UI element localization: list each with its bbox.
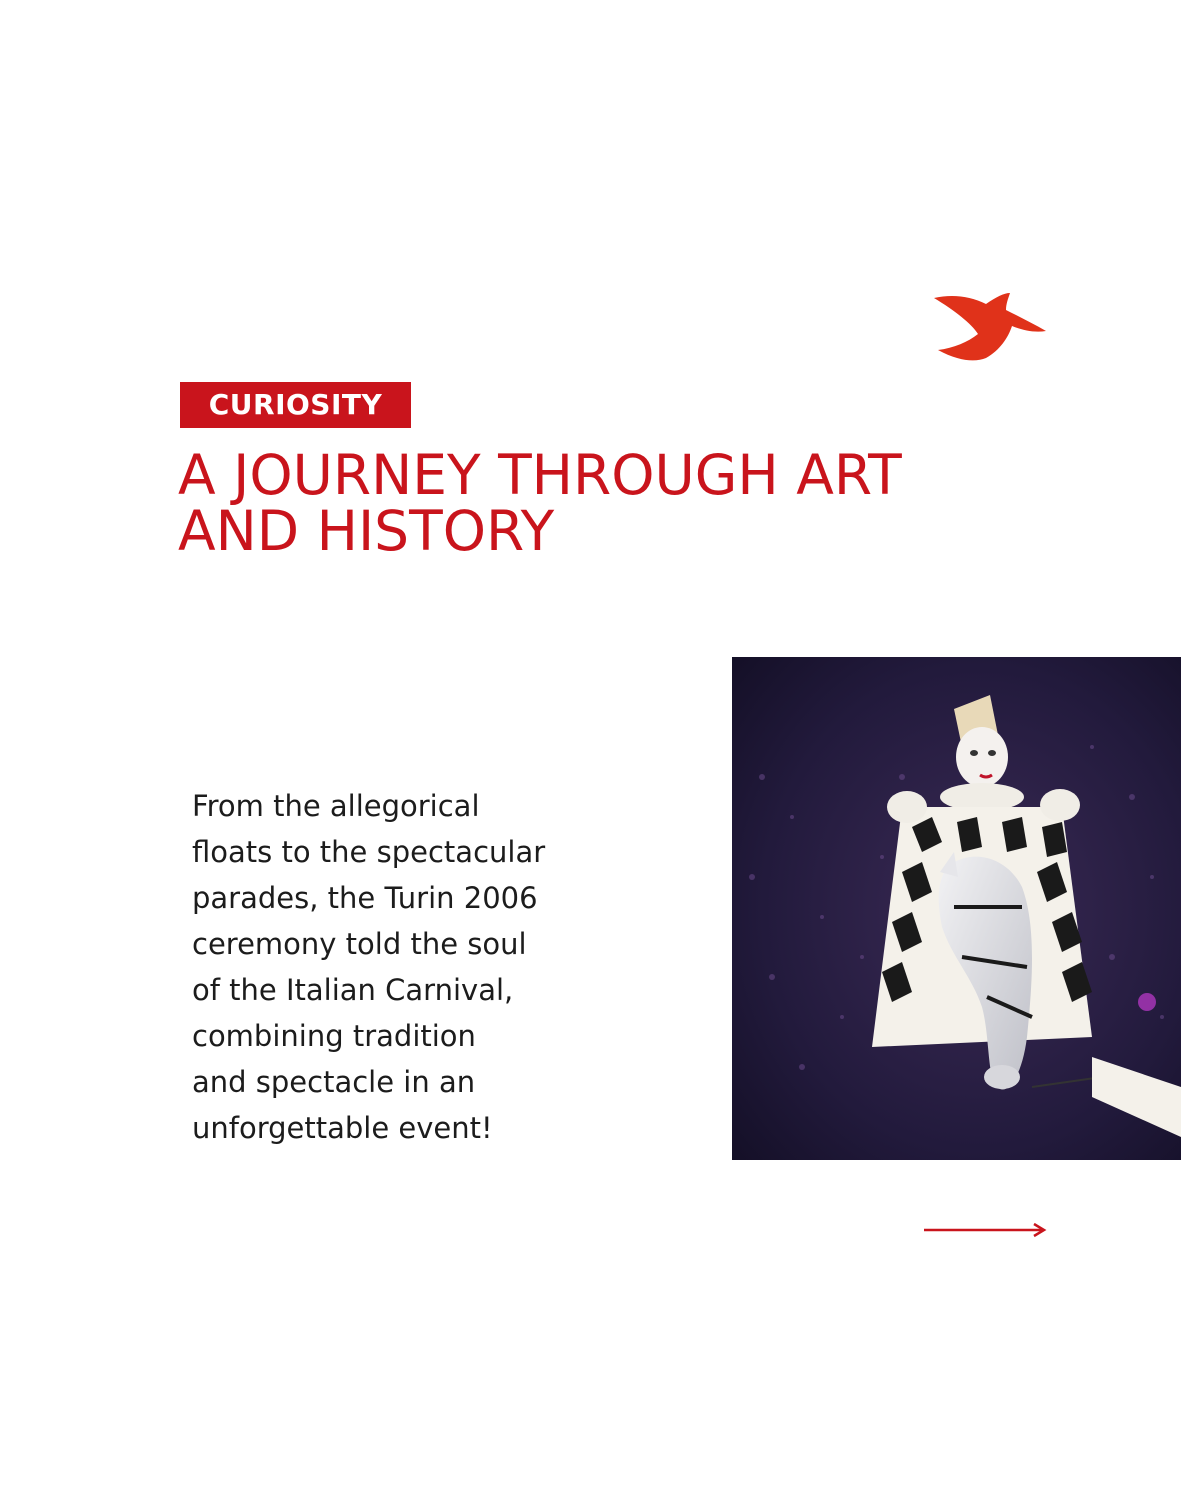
next-arrow-icon[interactable] xyxy=(922,1220,1048,1240)
category-tag: CURIOSITY xyxy=(180,382,411,428)
brand-logo-icon xyxy=(930,290,1048,364)
body-line: and spectacle in an xyxy=(192,1065,476,1099)
body-line: floats to the spectacular xyxy=(192,835,546,869)
body-line: combining tradition xyxy=(192,1019,476,1053)
body-line: unforgettable event! xyxy=(192,1111,493,1145)
title-line: A JOURNEY THROUGH ART xyxy=(178,443,902,507)
body-line: From the allegorical xyxy=(192,789,480,823)
body-line: parades, the Turin 2006 xyxy=(192,881,538,915)
body-paragraph xyxy=(192,783,632,1151)
body-line: of the Italian Carnival, xyxy=(192,973,514,1007)
title-line: AND HISTORY xyxy=(178,499,555,563)
body-line: ceremony told the soul xyxy=(192,927,527,961)
event-photo xyxy=(732,657,1181,1160)
page-title xyxy=(178,443,1078,563)
